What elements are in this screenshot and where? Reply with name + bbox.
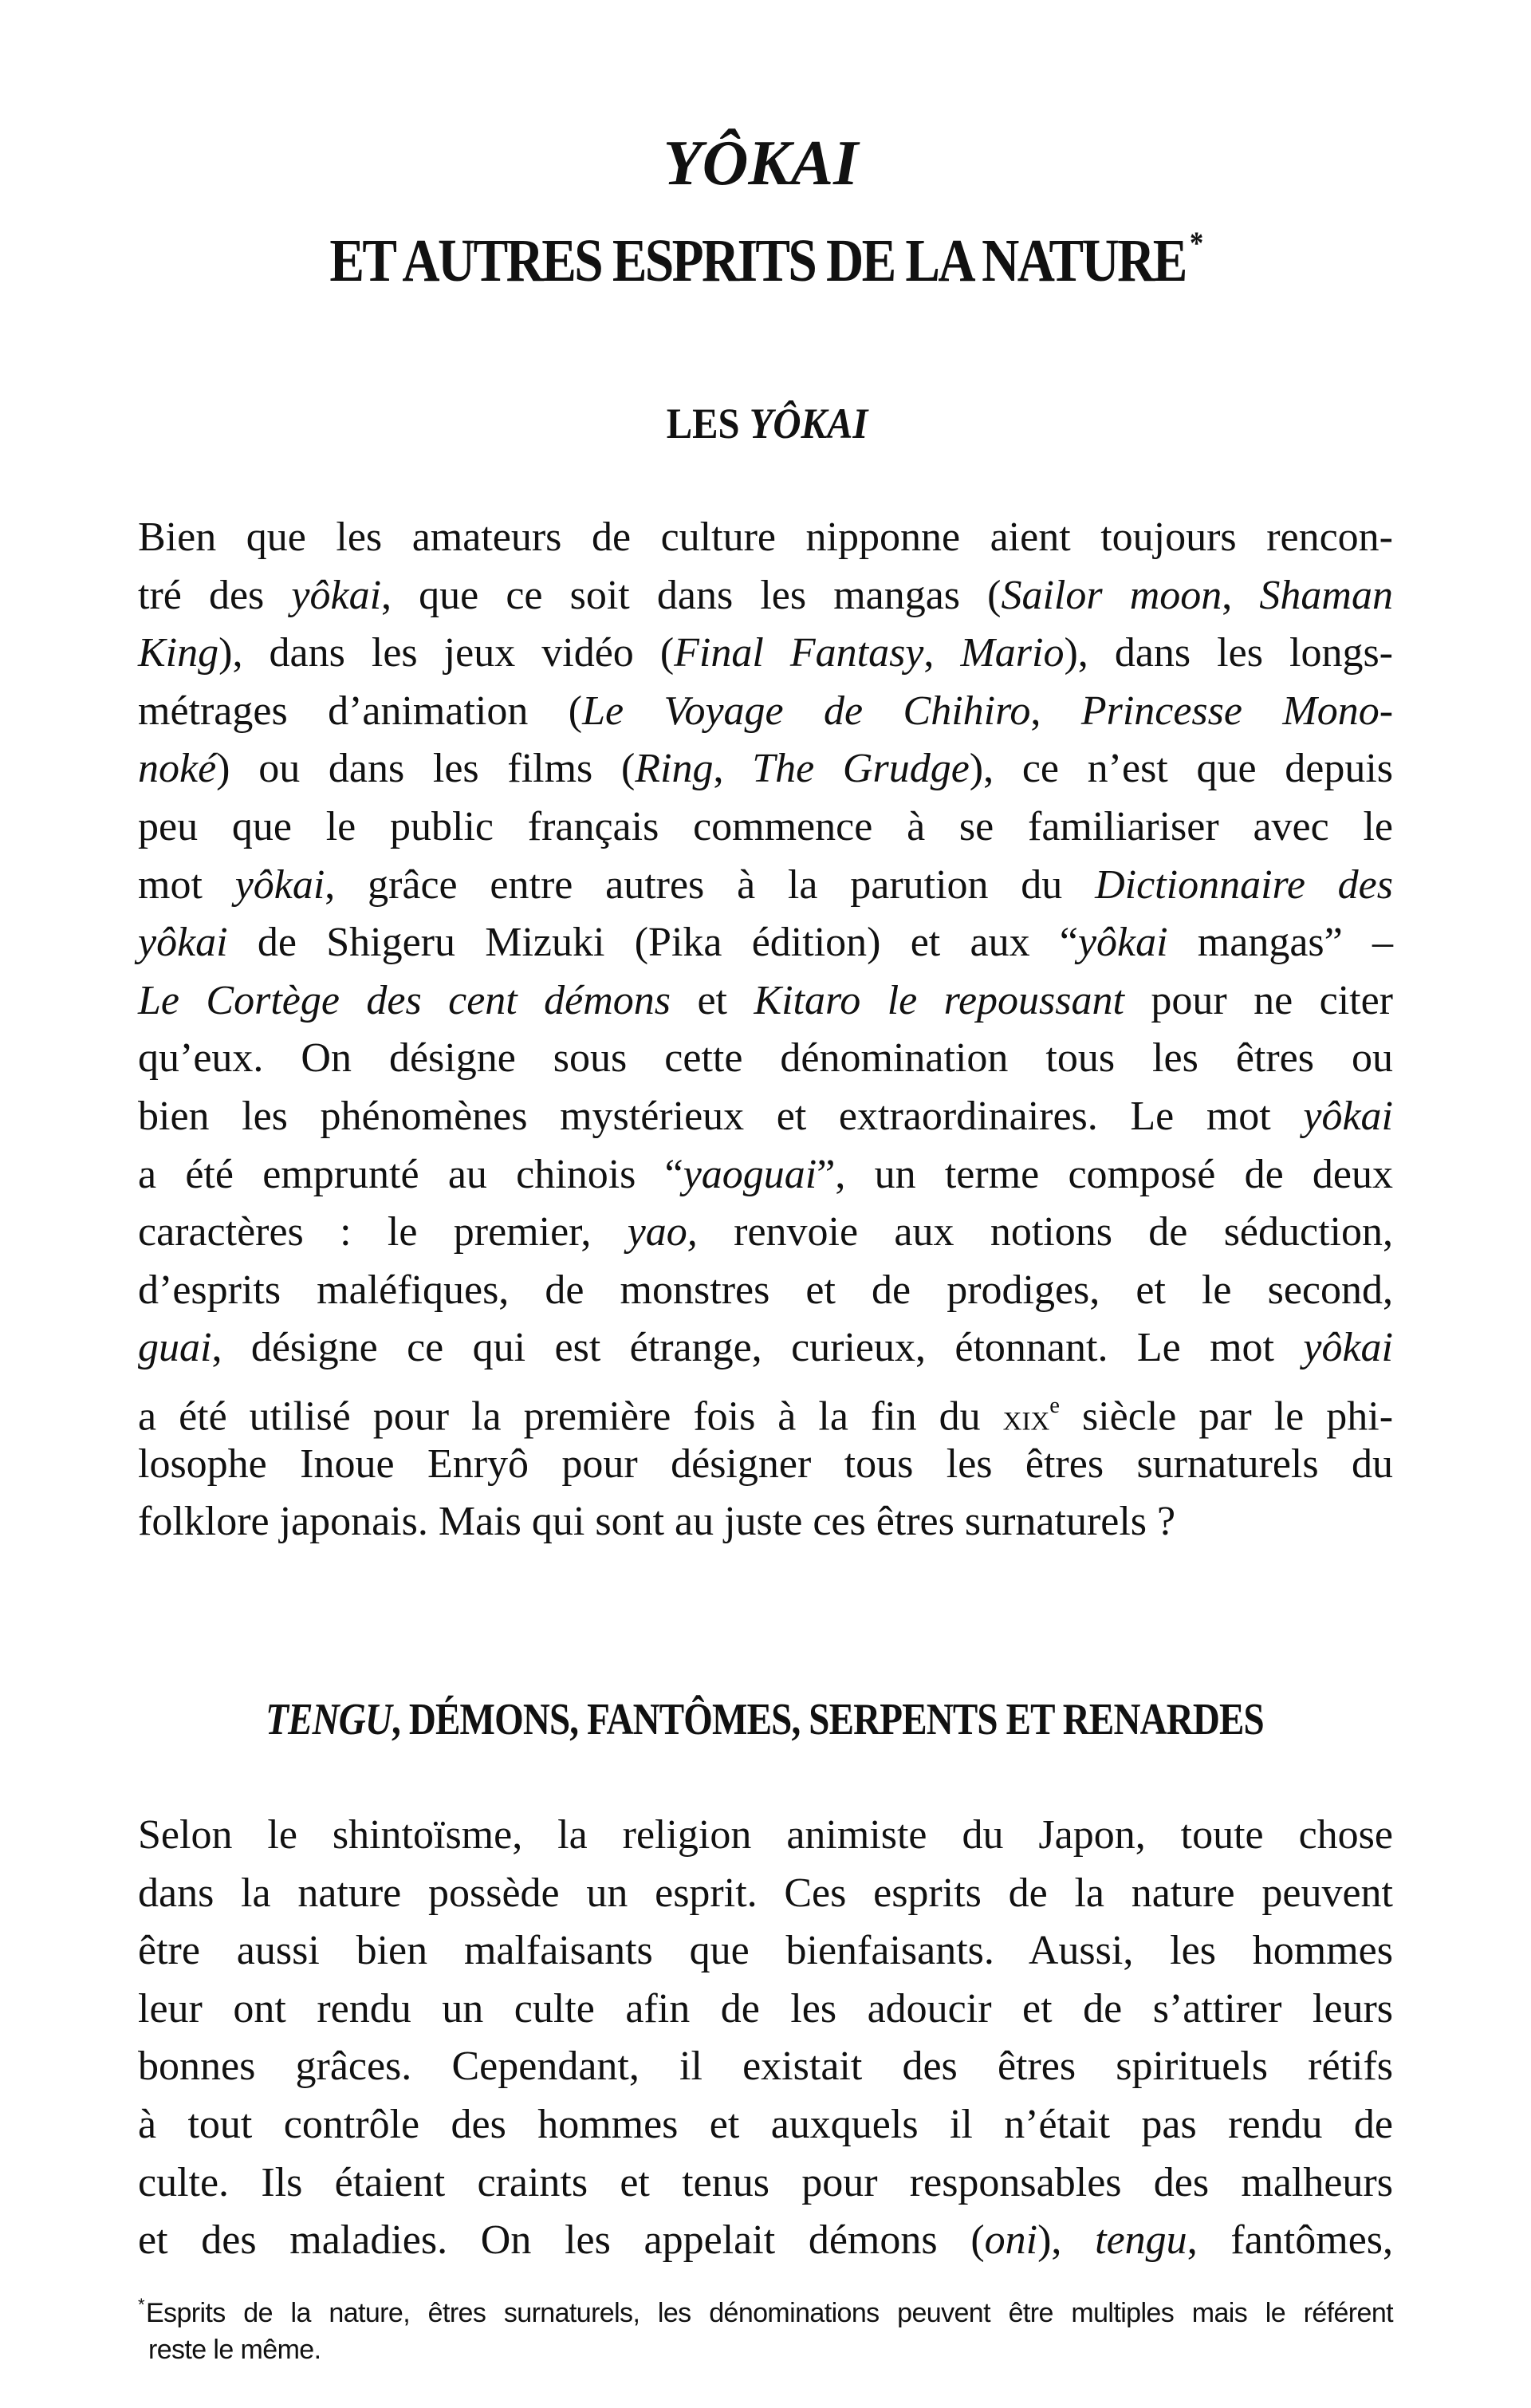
text-run: , (713, 746, 753, 792)
text-run: folklore japonais. Mais qui sont au juste ces êtres surnaturels ? (138, 1499, 1176, 1545)
text-line (138, 683, 1393, 740)
text-line (138, 625, 1393, 682)
footnote-reference-mark[interactable]: * (1189, 225, 1202, 261)
text-run: et des maladies. On les appelait démons ( (138, 2217, 985, 2264)
italic-text: oni (984, 2217, 1038, 2264)
italic-text: King (138, 630, 219, 676)
text-line (138, 1204, 1393, 1261)
chapter-title-line1 (0, 128, 1526, 199)
text-line (138, 914, 1393, 971)
footnote-text-line1: Esprits de la nature, êtres surnaturels, les dénominations peuvent être multiples mais le référent (145, 2298, 1393, 2328)
text-run: ), dans les longs- (1064, 630, 1393, 676)
italic-text: Mario (960, 630, 1065, 676)
text-run: de Shigeru Mizuki (Pika édition) et aux “ (227, 920, 1078, 966)
text-run: , (1030, 688, 1081, 734)
italic-text: Kitaro le repoussant (754, 977, 1124, 1023)
text-line (138, 798, 1393, 856)
superscript-text: e (1049, 1393, 1060, 1418)
text-run: renvoie aux notions de séduction, (697, 1209, 1393, 1255)
text-run: mangas” – (1167, 920, 1393, 966)
text-run: , désigne ce qui est étrange, curieux, étonnant. Le mot (211, 1325, 1304, 1371)
text-line (138, 1319, 1393, 1377)
text-run: losophe Inoue Enryô pour désigner tous les êtres surnaturels du (138, 1440, 1393, 1487)
chapter-title-line2 (107, 207, 1423, 297)
section-heading-italic: TENGU (266, 1695, 392, 1744)
italic-text: yôkai (234, 861, 325, 908)
italic-text: Ring (635, 746, 714, 792)
text-run: culte. Ils étaient craints et tenus pour responsables des malheurs (138, 2159, 1393, 2205)
text-run: a été emprunté au chinois “ (138, 1151, 683, 1197)
footnote-line1 (138, 2287, 1393, 2331)
footnote-mark: * (138, 2295, 144, 2315)
italic-text: yôkai (291, 572, 382, 618)
text-run: xix (1002, 1397, 1050, 1439)
text-line (138, 509, 1393, 566)
text-run: , que ce soit dans les mangas ( (381, 572, 1002, 618)
italic-text: Le Cortège des cent démons (138, 977, 671, 1023)
text-line (138, 1088, 1393, 1145)
section-heading-les-yokai (78, 397, 1456, 450)
italic-text: yôkai (1303, 1325, 1393, 1371)
text-run: tré des (138, 572, 292, 618)
text-line (138, 1493, 1393, 1551)
footnote (138, 2287, 1393, 2368)
italic-text: yôkai (1077, 920, 1168, 966)
text-run: caractères : le premier, (138, 1209, 628, 1255)
text-line (138, 2154, 1393, 2212)
text-run: leur ont rendu un culte afin de les adoucir et de s’attirer leurs (138, 1985, 1393, 2032)
text-run: siècle par le phi- (1060, 1393, 1394, 1440)
italic-text: Dictionnaire des (1095, 861, 1393, 908)
text-line (138, 1980, 1393, 2038)
italic-text: yaoguai (683, 1151, 817, 1197)
text-line (138, 2096, 1393, 2154)
chapter-title-yokai: YÔKAI (663, 128, 859, 199)
text-line (138, 1262, 1393, 1319)
text-run: Bien que les amateurs de culture nipponne aient toujours rencon- (138, 514, 1393, 560)
text-line (138, 1807, 1393, 1864)
italic-text: Princesse Mono- (1080, 688, 1394, 734)
text-line (138, 1030, 1393, 1087)
italic-text: Sailor moon (1001, 572, 1222, 618)
text-run: ), dans les jeux vidéo ( (218, 630, 675, 676)
italic-text: yôkai (1303, 1094, 1393, 1139)
text-run: mot (138, 861, 235, 908)
footnote-text-line2: reste le même. (148, 2335, 321, 2365)
text-run: , (1222, 572, 1260, 618)
italic-text: tengu (1095, 2217, 1187, 2264)
text-line (138, 2038, 1393, 2095)
text-run: , fantômes, (1187, 2217, 1394, 2264)
text-run: qu’eux. On désigne sous cette dénomination tous les êtres ou (138, 1035, 1393, 1082)
text-run: , grâce entre autres à la parution du (325, 861, 1096, 908)
text-run: dans la nature possède un esprit. Ces esprits de la nature peuvent (138, 1870, 1393, 1916)
italic-text: The Grudge (752, 746, 970, 792)
italic-text: Le Voyage de Chihiro (582, 688, 1031, 734)
italic-text: noké (138, 746, 217, 792)
text-run: a été utilisé pour la première fois à la fin du (138, 1393, 1003, 1440)
text-run: ), ce n’est que depuis (969, 746, 1394, 792)
italic-text: Shaman (1259, 572, 1393, 618)
text-line (138, 857, 1393, 914)
chapter-title-subtitle: ET AUTRES ESPRITS DE LA NATURE (329, 227, 1186, 294)
text-run: métrages d’animation ( (138, 688, 583, 734)
text-run: ), (1037, 2217, 1096, 2264)
text-run: Selon le shintoïsme, la religion animiste du Japon, toute chose (138, 1812, 1393, 1858)
text-run: et (671, 977, 754, 1023)
text-run: bien les phénomènes mystérieux et extraordinaires. Le mot (138, 1094, 1304, 1139)
text-line (138, 1865, 1393, 1922)
section-heading-prefix: LES (666, 400, 750, 447)
text-run: d’esprits maléfiques, de monstres et de prodiges, et le second, (138, 1267, 1393, 1313)
text-run: ”, un terme composé de deux (817, 1151, 1393, 1197)
text-line (138, 2212, 1393, 2269)
text-line (138, 972, 1393, 1030)
text-run: ) ou dans les films ( (216, 746, 636, 792)
text-run: , (923, 630, 961, 676)
text-run: pour ne citer (1124, 977, 1393, 1023)
section-heading-tengu (122, 1692, 1408, 1748)
italic-text: yao, (627, 1209, 698, 1255)
text-run: à tout contrôle des hommes et auxquels il n’était pas rendu de (138, 2102, 1393, 2147)
italic-text: Final Fantasy (674, 630, 924, 676)
text-line (138, 1436, 1393, 1493)
text-line (138, 1377, 1394, 1440)
text-line (138, 1922, 1393, 1980)
italic-text: guai (138, 1325, 212, 1371)
text-line (138, 567, 1393, 625)
text-run: être aussi bien malfaisants que bienfaisants. Aussi, les hommes (138, 1928, 1393, 1974)
text-run: peu que le public français commence à se familiariser avec le (138, 804, 1393, 849)
text-run: bonnes grâces. Cependant, il existait des êtres spirituels rétifs (138, 2043, 1393, 2090)
section-heading-rest: , DÉMONS, FANTÔMES, SERPENTS ET RENARDES (392, 1695, 1264, 1744)
footnote-line2 (138, 2331, 1393, 2368)
section-heading-italic: YÔKAI (749, 400, 868, 447)
text-line (138, 740, 1393, 798)
text-line (138, 1146, 1393, 1204)
italic-text: yôkai (138, 920, 228, 966)
